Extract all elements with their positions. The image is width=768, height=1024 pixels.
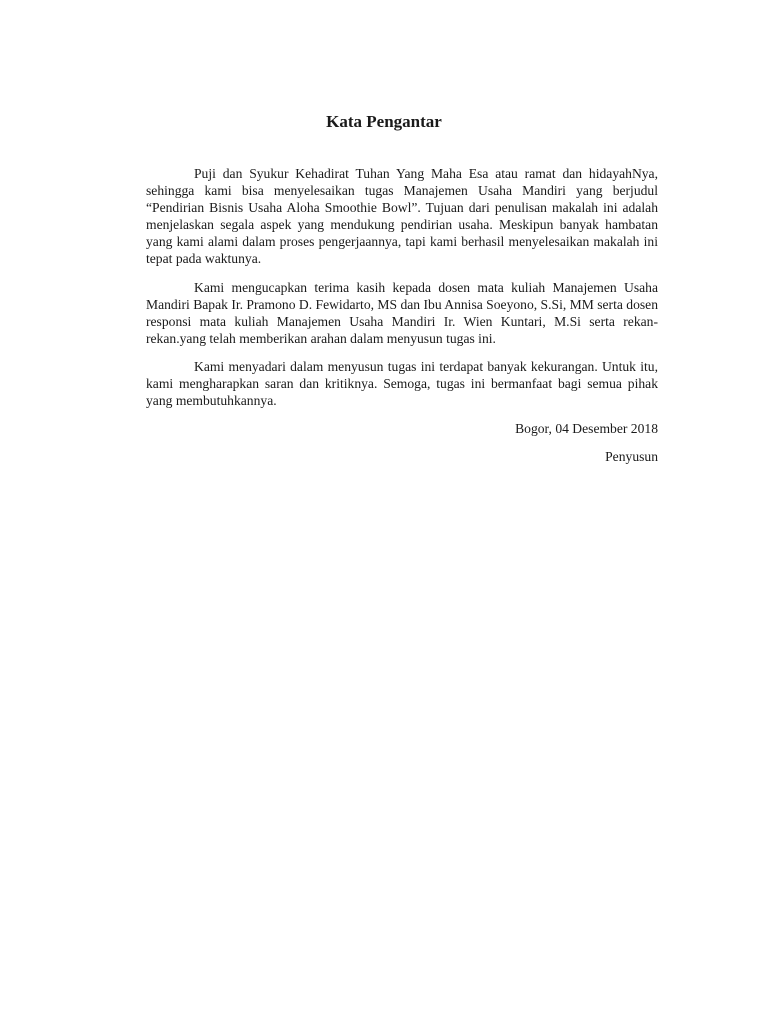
place-date: Bogor, 04 Desember 2018 bbox=[515, 421, 658, 437]
paragraph-opening: Puji dan Syukur Kehadirat Tuhan Yang Maha Esa atau ramat dan hidayahNya, sehingga kami bisa menyelesaikan tugas Manajemen Usaha Mandiri yang berjudul “Pendirian Bisnis Usaha Aloha Smoothie Bowl”. Tujuan dari penulisan makalah ini adalah menjelaskan segala aspek yang mendukung pendirian usaha. Meskipun banyak hambatan yang kami alami dalam proses pengerjaannya, tapi kami berhasil menyelesaikan makalah ini tepat pada waktunya. bbox=[146, 166, 658, 267]
paragraph-closing: Kami menyadari dalam menyusun tugas ini terdapat banyak kekurangan. Untuk itu, kami mengharapkan saran dan kritiknya. Semoga, tugas ini bermanfaat bagi semua pihak yang membutuhkannya. bbox=[146, 358, 658, 409]
paragraph-acknowledgement: Kami mengucapkan terima kasih kepada dosen mata kuliah Manajemen Usaha Mandiri Bapak Ir. Pramono D. Fewidarto, MS dan Ibu Annisa Soeyono, S.Si, MM serta dosen responsi mata kuliah Manajemen Usaha Mandiri Ir. Wien Kuntari, M.Si serta rekan-rekan.yang telah memberikan arahan dalam menyusun tugas ini. bbox=[146, 279, 658, 346]
page-title: Kata Pengantar bbox=[326, 112, 442, 131]
document-body bbox=[146, 165, 658, 465]
signature-label: Penyusun bbox=[605, 449, 658, 465]
